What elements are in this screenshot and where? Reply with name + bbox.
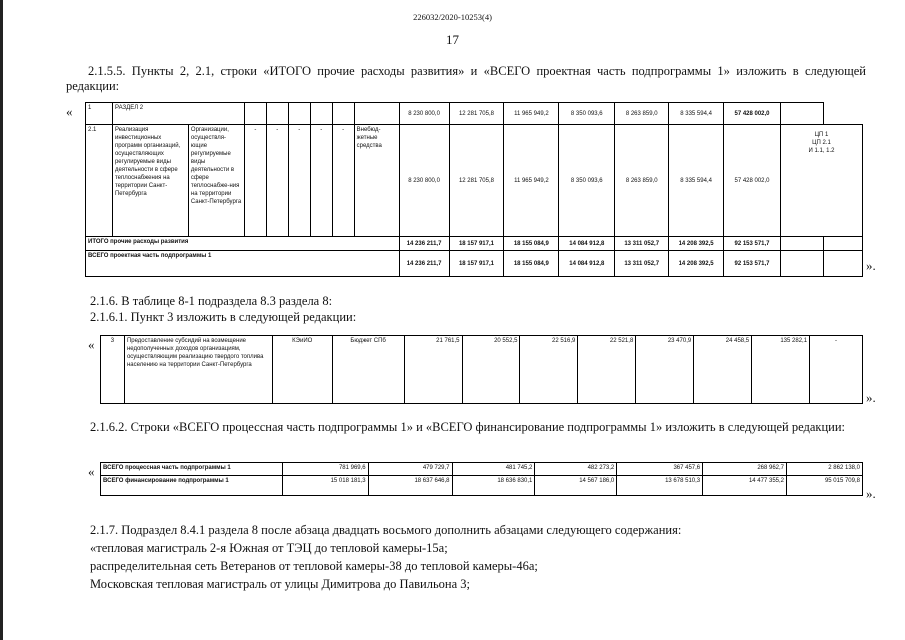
dash-cell: - [266,125,288,237]
table-row [101,476,863,496]
cell-value: 12 281 705,8 [449,103,504,125]
row-label: ВСЕГО процессная часть подпрограммы 1 [101,463,283,476]
row-number: 3 [101,336,125,404]
cell-value: 481 745,2 [452,463,535,476]
dash-cell: - [310,125,332,237]
row-label: ВСЕГО проектная часть подпрограммы 1 [86,251,400,277]
cell-value: 13 311 052,7 [615,237,669,251]
paragraph-2-1-6: 2.1.6. В таблице 8-1 подраздела 8.3 раздела 8: [90,294,333,308]
table-row [86,251,863,277]
row-label: ВСЕГО финансирование подпрограммы 1 [101,476,283,496]
dash-cell: - [244,125,266,237]
cell-total: 57 428 002,0 [724,125,781,237]
cell-total: 135 282,1 [752,336,810,404]
cell-value: 8 335 594,4 [669,125,724,237]
row-label: РАЗДЕЛ 2 [112,103,244,125]
target-indicators: ЦП 1 ЦП 2.1 И 1.1, 1.2 [780,125,862,237]
cell-value: 14 084 912,8 [559,237,615,251]
cell-value: 13 311 052,7 [615,251,669,277]
row-number: 2.1 [86,125,113,237]
cell-value: 11 965 949,2 [504,103,559,125]
cell-total: 92 153 571,7 [724,237,781,251]
cell-value: 18 155 084,9 [504,237,559,251]
cell-value: 13 678 510,3 [617,476,703,496]
executor: КЭиИО [272,336,332,404]
funding-source: Внебюд-жетные средства [354,125,399,237]
cell-value: 20 552,5 [462,336,520,404]
cell-value: 12 281 705,8 [449,125,504,237]
open-quote: « [88,464,95,479]
cell-value: 11 965 949,2 [504,125,559,237]
paragraph-2-1-7: 2.1.7. Подраздел 8.4.1 раздела 8 после абзаца двадцать восьмого дополнить абзацами следующего содержания: [90,523,682,537]
table-row [101,463,863,476]
page-number: 17 [446,32,459,47]
table-item-3 [100,335,863,404]
cell-value: 268 962,7 [703,463,787,476]
cell-value: 23 470,9 [636,336,694,404]
cell-value: 18 636 830,1 [452,476,535,496]
cell-value: 14 567 186,0 [535,476,617,496]
cell-total: 92 153 571,7 [724,251,781,277]
dash-cell: - [810,336,863,404]
open-quote: « [66,104,73,119]
cell-total: 57 428 002,0 [724,103,781,125]
cell-value: 14 236 211,7 [399,251,449,277]
paragraph-2-1-6-2: 2.1.6.2. Строки «ВСЕГО процессная часть подпрограммы 1» и «ВСЕГО финансирование подпрограммы 1» изложить в следующей редакции: [90,420,846,434]
cell-value: 8 350 093,6 [559,125,615,237]
cell-value: 8 350 093,6 [559,103,615,125]
table-row [86,125,863,237]
list-item: распределительная сеть Ветеранов от тепловой камеры-38 до тепловой камеры-46а; [90,559,538,573]
open-quote: « [88,337,95,352]
paragraph-2-1-6-1: 2.1.6.1. Пункт 3 изложить в следующей редакции: [90,310,357,324]
cell-total: 95 015 709,8 [787,476,863,496]
cell-value: 21 761,5 [404,336,462,404]
measure-name: Предоставление субсидий на возмещение недополученных доходов организациям, осуществляющим реализацию твердого топлива населению на территории Санкт-Петербурга [124,336,272,404]
cell-value: 24 458,5 [694,336,752,404]
cell-value: 22 521,8 [578,336,636,404]
cell-value: 482 273,2 [535,463,617,476]
cell-value: 8 230 800,0 [399,125,449,237]
cell-value: 18 155 084,9 [504,251,559,277]
table-section-2 [85,102,863,277]
cell-value: 8 230 800,0 [399,103,449,125]
cell-value: 781 969,6 [282,463,368,476]
cell-value: 22 516,9 [520,336,578,404]
cell-value: 8 263 859,0 [615,103,669,125]
cell-total: 2 862 138,0 [787,463,863,476]
cell-value: 479 729,7 [368,463,452,476]
close-quote: ». [866,486,876,501]
paragraph-2-1-5-5: 2.1.5.5. Пункты 2, 2.1, строки «ИТОГО прочие расходы развития» и «ВСЕГО проектная часть подпрограммы 1» изложить в следующей редакции: [66,64,866,93]
cell-value: 15 018 181,3 [282,476,368,496]
dash-cell: - [288,125,310,237]
cell-value: 14 084 912,8 [559,251,615,277]
dash-cell: - [332,125,354,237]
cell-value: 14 208 392,5 [669,237,724,251]
row-label: ИТОГО прочие расходы развития [86,237,400,251]
document-number: 226032/2020-10253(4) [413,12,492,22]
cell-value: 14 477 355,2 [703,476,787,496]
table-totals [100,462,863,496]
close-quote: ». [866,390,876,405]
cell-value: 18 157 917,1 [449,251,504,277]
scan-edge [0,0,3,640]
measure-name: Реализация инвестиционных программ организаций, осуществляющих регулируемые виды деятельности в сфере теплоснабжения на территории Санкт-Петербурга [112,125,188,237]
table-row [86,103,863,125]
cell-value: 367 457,6 [617,463,703,476]
cell-value: 14 208 392,5 [669,251,724,277]
cell-value: 8 263 859,0 [615,125,669,237]
cell-value: 18 157 917,1 [449,237,504,251]
funding-source: Бюджет СПб [332,336,404,404]
list-item: Московская тепловая магистраль от улицы Димитрова до Павильона 3; [90,577,470,591]
cell-value: 8 335 594,4 [669,103,724,125]
list-item: «тепловая магистраль 2-я Южная от ТЭЦ до тепловой камеры-15а; [90,541,448,555]
table-row [86,237,863,251]
row-number: 1 [86,103,113,125]
cell-value: 18 637 646,8 [368,476,452,496]
executor: Организации, осуществля-ющие регулируемые виды деятельности в сфере теплоснабже-ния на территории Санкт-Петербурга [188,125,244,237]
close-quote: ». [866,258,876,273]
table-row [101,336,863,404]
cell-value: 14 236 211,7 [399,237,449,251]
